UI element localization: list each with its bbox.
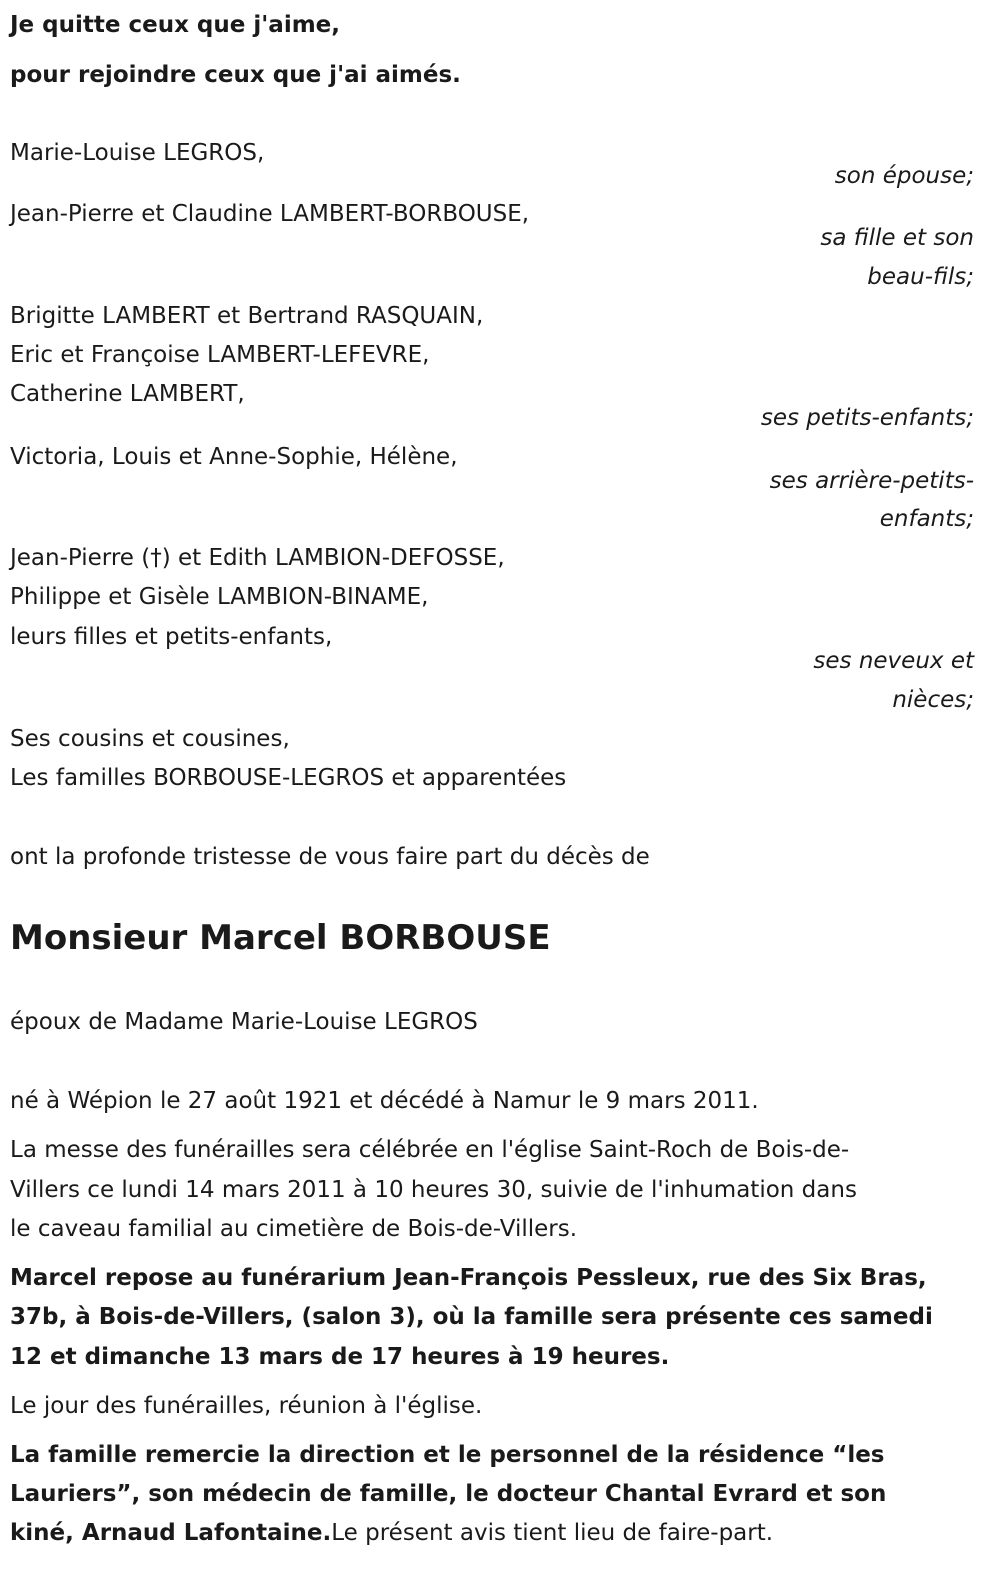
family-name: Jean-Pierre et Claudine LAMBERT-BORBOUSE, [10, 201, 530, 227]
family-relation: enfants; [879, 506, 974, 532]
family-relation: ses petits-enfants; [760, 405, 974, 431]
spouse-line: époux de Madame Marie-Louise LEGROS [10, 1009, 478, 1035]
family-relation: son épouse; [834, 163, 974, 189]
mass-line: La messe des funérailles sera célébrée en l'église Saint-Roch de Bois-de- [10, 1137, 850, 1163]
visitation-line: 12 et dimanche 13 mars de 17 heures à 19 heures. [10, 1344, 670, 1370]
visitation-line: 37b, à Bois-de-Villers, (salon 3), où la famille sera présente ces samedi [10, 1304, 933, 1330]
family-relation: nièces; [892, 687, 974, 713]
family-relation: beau-fils; [867, 264, 974, 290]
epigraph-line: pour rejoindre ceux que j'ai aimés. [10, 62, 461, 88]
family-name: leurs filles et petits-enfants, [10, 624, 333, 650]
family-relation: ses arrière-petits- [769, 468, 974, 494]
epigraph-line: Je quitte ceux que j'aime, [10, 12, 341, 38]
family-name: Victoria, Louis et Anne-Sophie, Hélène, [10, 444, 458, 470]
birth-death: né à Wépion le 27 août 1921 et décédé à Namur le 9 mars 2011. [10, 1088, 759, 1114]
mass-line: Villers ce lundi 14 mars 2011 à 10 heures 30, suivie de l'inhumation dans [10, 1177, 857, 1203]
meeting-line: Le jour des funérailles, réunion à l'église. [10, 1393, 483, 1419]
family-name: Ses cousins et cousines, [10, 726, 290, 752]
thanks-line: Lauriers”, son médecin de famille, le docteur Chantal Evrard et son [10, 1481, 887, 1507]
deceased-name: Monsieur Marcel BORBOUSE [10, 918, 551, 958]
family-name: Catherine LAMBERT, [10, 381, 245, 407]
family-relation: sa fille et son [820, 225, 974, 251]
visitation-line: Marcel repose au funérarium Jean-François Pessleux, rue des Six Bras, [10, 1265, 927, 1291]
family-name: Eric et Françoise LAMBERT-LEFEVRE, [10, 342, 430, 368]
announcement: ont la profonde tristesse de vous faire part du décès de [10, 844, 650, 870]
family-name: Jean-Pierre (†) et Edith LAMBION-DEFOSSE, [10, 545, 505, 571]
family-name: Marie-Louise LEGROS, [10, 140, 265, 166]
thanks-closing-line [10, 1518, 773, 1548]
thanks-line: kiné, Arnaud Lafontaine. [10, 1520, 332, 1546]
closing-note: Le présent avis tient lieu de faire-part. [331, 1520, 774, 1546]
family-name: Les familles BORBOUSE-LEGROS et apparentées [10, 765, 567, 791]
family-name: Philippe et Gisèle LAMBION-BINAME, [10, 584, 429, 610]
family-relation: ses neveux et [813, 648, 974, 674]
family-name: Brigitte LAMBERT et Bertrand RASQUAIN, [10, 303, 484, 329]
thanks-line: La famille remercie la direction et le personnel de la résidence “les [10, 1442, 885, 1468]
mass-line: le caveau familial au cimetière de Bois-de-Villers. [10, 1216, 578, 1242]
